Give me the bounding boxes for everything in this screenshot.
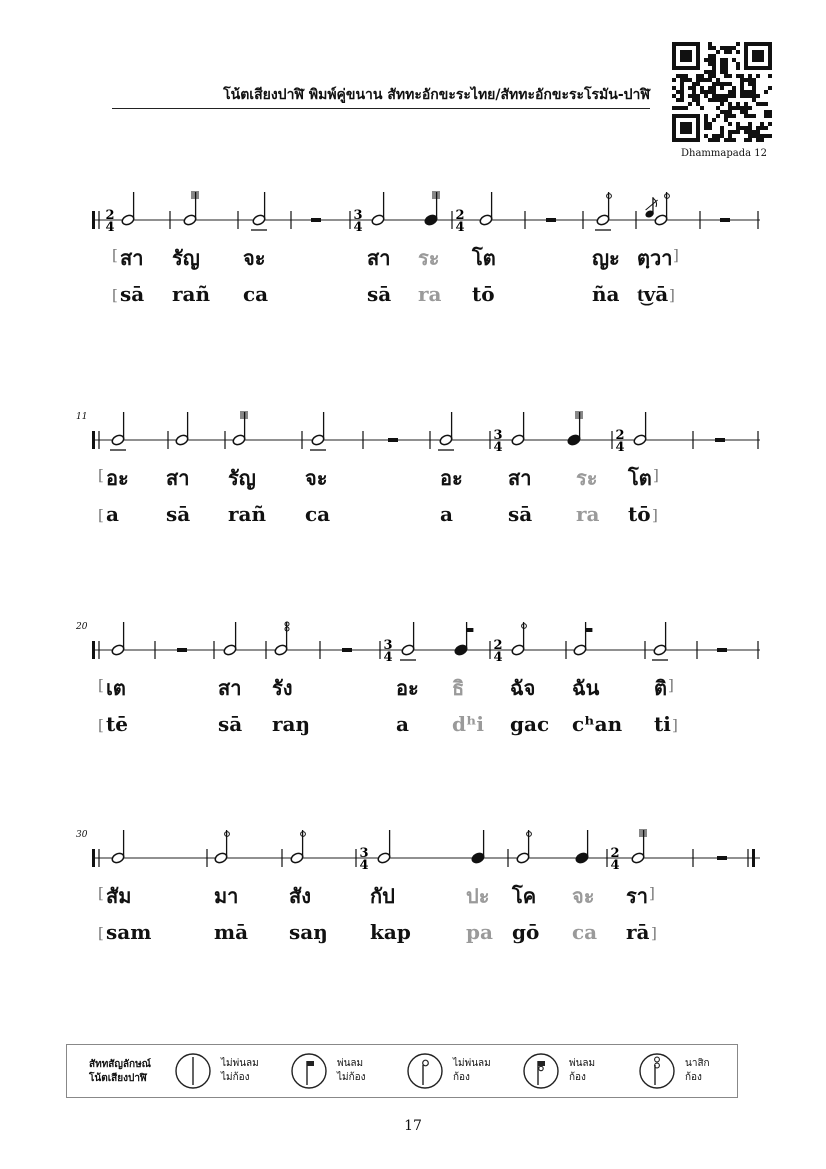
half-note — [479, 192, 493, 226]
reference-label: Dhammapada 12 — [681, 148, 767, 159]
svg-text:4: 4 — [615, 440, 625, 455]
half-note — [121, 192, 135, 226]
nasal-voiced-icon — [637, 1051, 677, 1091]
legend-label: ไม่พ่นลม ก้อง — [453, 1058, 491, 1083]
roman-syllable: a — [106, 502, 119, 526]
unaspirated-unvoiced-icon — [173, 1051, 213, 1091]
rest — [177, 648, 187, 652]
svg-text:4: 4 — [359, 858, 369, 873]
roman-syllable: dʰi — [452, 712, 485, 736]
legend-title — [89, 1058, 151, 1086]
roman-syllable: sā — [166, 502, 191, 526]
half-note — [573, 622, 593, 656]
roman-syllable: gō — [512, 920, 540, 944]
rest — [388, 438, 398, 442]
roman-syllable: sam — [106, 920, 152, 944]
thai-syllable: อะ — [106, 466, 129, 490]
half-note — [223, 622, 237, 656]
time-signature — [610, 846, 619, 873]
lyric-bracket-open: [ — [112, 286, 118, 304]
roman-syllable: ña — [592, 282, 620, 306]
lyric-bracket-close: ] — [673, 246, 679, 264]
roman-syllable: sā — [508, 502, 533, 526]
svg-text:4: 4 — [353, 220, 363, 235]
half-note — [595, 192, 611, 230]
quarter-note — [567, 412, 583, 446]
roman-syllable: tē — [106, 712, 128, 736]
legend-label: พ่นลม ก้อง — [569, 1058, 596, 1083]
thai-syllable: ญะ — [592, 246, 620, 270]
lyric-bracket-close: ] — [652, 506, 658, 524]
thai-syllable: รัง — [272, 676, 293, 700]
half-note — [516, 830, 532, 864]
thai-syllable: สา — [218, 676, 242, 700]
roman-syllable: ra — [418, 282, 442, 306]
roman-syllable: mā — [214, 920, 249, 944]
music-system-2 — [0, 410, 826, 540]
roman-syllable: kap — [370, 920, 411, 944]
start-repeat — [92, 849, 95, 867]
roman-syllable: ca — [572, 920, 598, 944]
lyric-bracket-open: [ — [112, 246, 118, 264]
svg-text:4: 4 — [383, 650, 393, 665]
roman-syllable: saŋ — [289, 920, 328, 944]
thai-syllable: โต — [628, 466, 652, 490]
unaspirated-voiced-icon — [405, 1051, 445, 1091]
thai-syllable: รา — [626, 884, 648, 908]
svg-text:2: 2 — [105, 208, 115, 223]
roman-syllable: rā — [626, 920, 650, 944]
music-system-1 — [0, 190, 826, 320]
thai-syllable: สัง — [289, 884, 311, 908]
roman-syllable: a — [396, 712, 409, 736]
staff-line-3 — [0, 620, 826, 680]
half-note — [110, 412, 126, 450]
legend-title-line2: โน้ตเสียงปาฬิ — [89, 1073, 147, 1084]
roman-syllable: tō — [472, 282, 495, 306]
svg-text:3: 3 — [493, 428, 503, 443]
half-note — [111, 830, 125, 864]
roman-syllable: cʰan — [572, 712, 623, 736]
roman-syllable: ti — [654, 712, 671, 736]
svg-text:2: 2 — [610, 846, 620, 861]
half-note — [377, 830, 391, 864]
legend-label: พ่นลม ไม่ก้อง — [337, 1058, 366, 1083]
time-signature — [359, 846, 368, 873]
staff-line-1 — [0, 190, 826, 250]
quarter-note — [575, 830, 589, 864]
thai-syllable: สา — [166, 466, 190, 490]
lyric-bracket-close: ] — [651, 924, 657, 942]
lyric-bracket-open: [ — [98, 884, 104, 902]
thai-syllable: จะ — [572, 884, 595, 908]
roman-syllable: t͜vā — [637, 282, 669, 306]
page-number: 17 — [404, 1118, 422, 1134]
thai-syllable: จะ — [305, 466, 328, 490]
lyric-bracket-open: [ — [98, 466, 104, 484]
measure-number: 30 — [76, 830, 88, 840]
time-signature — [455, 208, 464, 235]
legend-label: นาสิก ก้อง — [685, 1058, 710, 1083]
thai-syllable: สา — [508, 466, 532, 490]
aspirated-voiced-icon — [521, 1051, 561, 1091]
rest — [311, 218, 321, 222]
thai-syllable: จะ — [243, 246, 266, 270]
half-note — [511, 622, 527, 656]
thai-syllable: ระ — [418, 246, 440, 270]
lyric-bracket-close: ] — [649, 884, 655, 902]
quarter-note — [454, 622, 474, 656]
thai-syllable: ฉัจ — [510, 676, 536, 700]
roman-syllable: rañ — [228, 502, 267, 526]
roman-syllable: rañ — [172, 282, 211, 306]
thai-syllable: มา — [214, 884, 239, 908]
thai-syllable: รัญ — [228, 466, 256, 490]
half-note — [290, 830, 306, 864]
thai-syllable: ติ — [654, 676, 667, 700]
start-repeat — [92, 431, 95, 449]
lyric-bracket-close: ] — [669, 286, 675, 304]
svg-text:2: 2 — [455, 208, 465, 223]
half-note — [511, 412, 525, 446]
roman-syllable: ca — [305, 502, 331, 526]
grace-note — [645, 197, 657, 218]
half-note — [631, 830, 647, 864]
half-note — [111, 622, 125, 656]
roman-syllable: pa — [466, 920, 493, 944]
lyric-bracket-close: ] — [668, 676, 674, 694]
roman-syllable: ra — [576, 502, 600, 526]
measure-number: 11 — [76, 412, 88, 422]
svg-text:3: 3 — [359, 846, 369, 861]
roman-syllable: ca — [243, 282, 269, 306]
measure-number: 20 — [76, 622, 88, 632]
thai-syllable: ตฺวา — [637, 246, 673, 270]
music-system-3 — [0, 620, 826, 750]
half-note — [183, 192, 199, 226]
rest — [717, 856, 727, 860]
svg-text:4: 4 — [455, 220, 465, 235]
thai-syllable: สัม — [106, 884, 132, 908]
thai-syllable: ปะ — [466, 884, 490, 908]
roman-syllable: raŋ — [272, 712, 311, 736]
svg-text:4: 4 — [105, 220, 115, 235]
staff-line-2 — [0, 410, 826, 470]
roman-syllable: sā — [218, 712, 243, 736]
time-signature — [615, 428, 624, 455]
half-note — [310, 412, 326, 450]
time-signature — [493, 428, 502, 455]
lyric-bracket-open: [ — [98, 924, 104, 942]
time-signature — [493, 638, 502, 665]
thai-syllable: ธิ — [452, 676, 465, 700]
half-note — [371, 192, 385, 226]
thai-syllable: โต — [472, 246, 496, 270]
lyric-bracket-open: [ — [98, 506, 104, 524]
lyric-bracket-close: ] — [653, 466, 659, 484]
thai-syllable: ระ — [576, 466, 598, 490]
svg-text:4: 4 — [610, 858, 620, 873]
page-header-title: โน้ตเสียงปาฬิ พิมพ์คู่ขนาน สัททะอักขะระไทย/สัททะอักขะระโรมัน-ปาฬิ — [223, 87, 650, 103]
legend-label: ไม่พ่นลม ไม่ก้อง — [221, 1058, 259, 1083]
music-system-4 — [0, 828, 826, 958]
svg-text:4: 4 — [493, 440, 503, 455]
half-note — [214, 830, 230, 864]
lyric-bracket-open: [ — [98, 676, 104, 694]
time-signature — [383, 638, 392, 665]
svg-text:3: 3 — [383, 638, 393, 653]
start-repeat — [92, 641, 95, 659]
svg-text:4: 4 — [493, 650, 503, 665]
roman-syllable: sā — [367, 282, 392, 306]
rest — [717, 648, 727, 652]
svg-text:3: 3 — [353, 208, 363, 223]
thai-syllable: กัป — [370, 884, 395, 908]
roman-syllable: tō — [628, 502, 651, 526]
thai-syllable: อะ — [396, 676, 419, 700]
header-rule — [112, 108, 650, 109]
svg-text:2: 2 — [615, 428, 625, 443]
phonetic-symbol-legend — [66, 1044, 738, 1098]
quarter-note — [471, 830, 485, 864]
thai-syllable: ฉัน — [572, 676, 600, 700]
thai-syllable: โค — [512, 884, 537, 908]
half-note — [654, 192, 670, 226]
legend-title-line1: สัททสัญลักษณ์ — [89, 1059, 151, 1070]
half-note — [652, 622, 668, 660]
roman-syllable: gac — [510, 712, 550, 736]
time-signature — [353, 208, 362, 235]
rest — [720, 218, 730, 222]
half-note — [400, 622, 416, 660]
roman-syllable: a — [440, 502, 453, 526]
lyric-bracket-open: [ — [98, 716, 104, 734]
quarter-note — [424, 192, 440, 226]
half-note — [274, 622, 289, 656]
rest — [546, 218, 556, 222]
half-note — [175, 412, 189, 446]
staff-line-4 — [0, 828, 826, 888]
qr-code-icon — [672, 42, 772, 142]
aspirated-unvoiced-icon — [289, 1051, 329, 1091]
thai-syllable: เต — [106, 676, 126, 700]
thai-syllable: สา — [367, 246, 391, 270]
rest — [342, 648, 352, 652]
thai-syllable: อะ — [440, 466, 463, 490]
half-note — [251, 192, 267, 230]
svg-text:2: 2 — [493, 638, 503, 653]
half-note — [438, 412, 454, 450]
thai-syllable: สา — [120, 246, 144, 270]
rest — [715, 438, 725, 442]
lyric-bracket-close: ] — [672, 716, 678, 734]
start-repeat — [92, 211, 95, 229]
roman-syllable: sā — [120, 282, 145, 306]
time-signature — [105, 208, 114, 235]
thai-syllable: รัญ — [172, 246, 200, 270]
half-note — [633, 412, 647, 446]
half-note — [232, 412, 248, 446]
